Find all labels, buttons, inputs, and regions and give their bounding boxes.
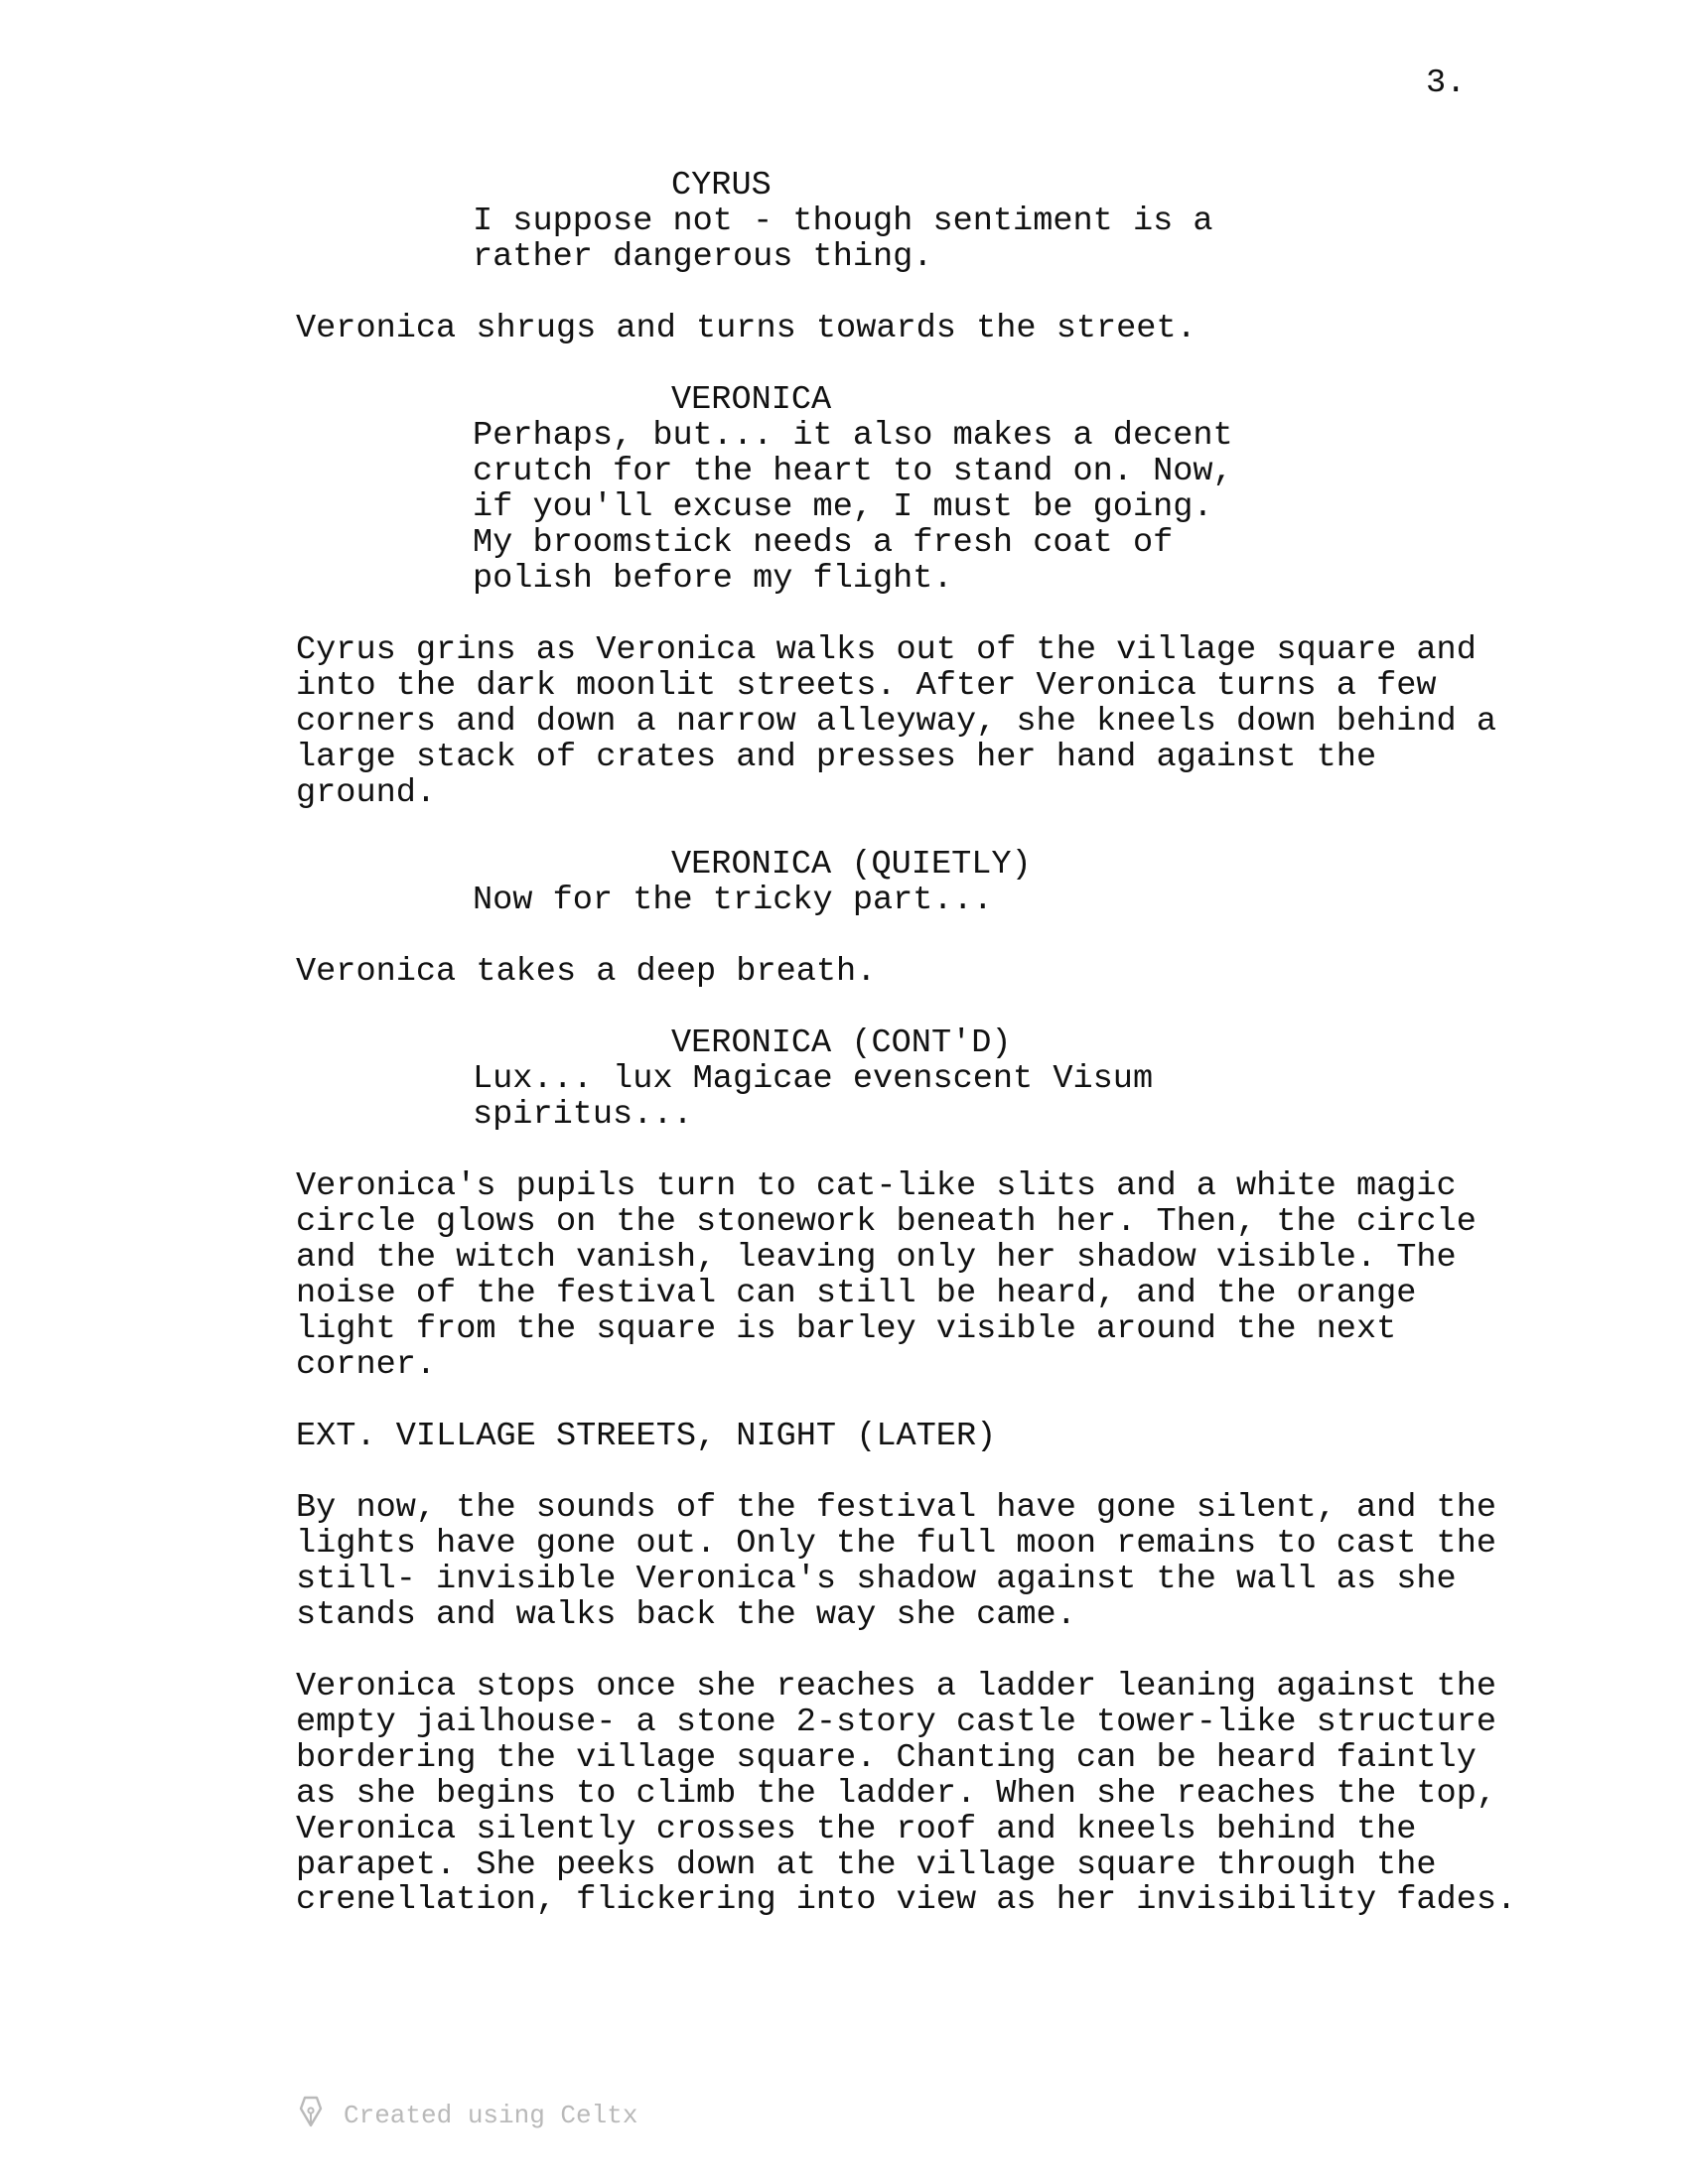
action-paragraph: Veronica's pupils turn to cat-like slits and a white magic circle glows on the stonework beneath her. Then, the circle and the witch vanish, leaving only her shadow visible. The noise of the festival can still be heard, and the orange light from the square is barley visible around the next corner. bbox=[296, 1167, 1477, 1384]
character-cue: CYRUS bbox=[671, 167, 772, 205]
character-cue: VERONICA (CONT'D) bbox=[671, 1024, 1012, 1062]
character-cue: VERONICA (QUIETLY) bbox=[671, 846, 1032, 884]
footer-text: Created using Celtx bbox=[344, 2101, 638, 2130]
pen-nib-icon bbox=[298, 2095, 344, 2136]
scene-heading: EXT. VILLAGE STREETS, NIGHT (LATER) bbox=[296, 1418, 997, 1455]
dialogue: Perhaps, but... it also makes a decent crutch for the heart to stand on. Now, if you'll excuse me, I must be going. My broomstick needs a fresh coat of polish before my flight. bbox=[473, 417, 1233, 598]
action-paragraph: By now, the sounds of the festival have gone silent, and the lights have gone out. Only the full moon remains to cast the still- invisible Veronica's shadow against the wall as she stands and walks back the way she came. bbox=[296, 1489, 1497, 1634]
dialogue: Lux... lux Magicae evenscent Visum spiritus... bbox=[473, 1060, 1154, 1134]
footer bbox=[298, 2095, 637, 2136]
action-paragraph: Veronica stops once she reaches a ladder leaning against the empty jailhouse- a stone 2-story castle tower-like structure bordering the village square. Chanting can be heard faintly as she begins to climb the ladder. When she reaches the top, Veronica silently crosses the roof and kneels behind the parapet. She peeks down at the village square through the crenellation, flickering into view as her invisibility fades. bbox=[296, 1668, 1517, 1920]
action-paragraph: Cyrus grins as Veronica walks out of the village square and into the dark moonlit streets. After Veronica turns a few corners and down a narrow alleyway, she kneels down behind a large stack of crates and presses her hand against the ground. bbox=[296, 631, 1497, 812]
dialogue: Now for the tricky part... bbox=[473, 882, 993, 919]
action-line: Veronica shrugs and turns towards the street. bbox=[296, 310, 1196, 347]
dialogue: I suppose not - though sentiment is a rather dangerous thing. bbox=[473, 203, 1213, 276]
action-line: Veronica takes a deep breath. bbox=[296, 953, 877, 991]
page-number: 3. bbox=[1426, 65, 1467, 102]
character-cue: VERONICA bbox=[671, 381, 832, 419]
